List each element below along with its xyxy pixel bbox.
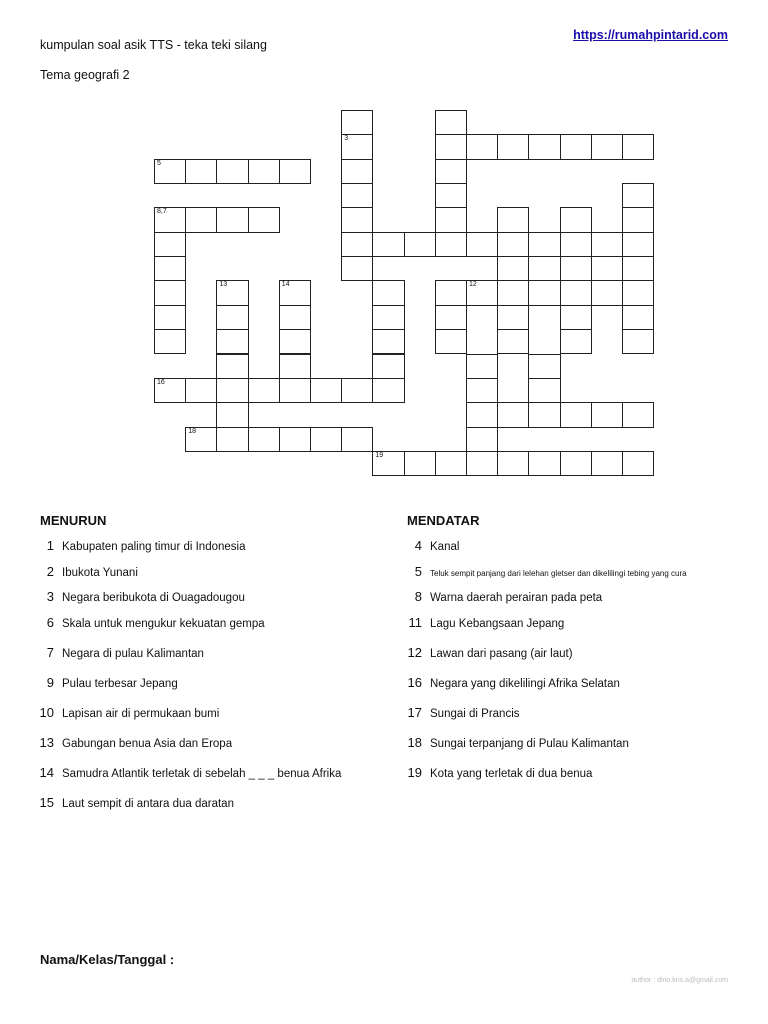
crossword-cell[interactable]	[341, 110, 373, 135]
clue-number: 11	[408, 615, 422, 630]
crossword-cell[interactable]	[497, 451, 529, 476]
cell-number: 18	[188, 427, 196, 435]
crossword-cell[interactable]	[248, 378, 280, 403]
crossword-cell[interactable]	[341, 134, 373, 159]
clue-number: 3	[46, 589, 54, 604]
clue-text: Sungai terpanjang di Pulau Kalimantan	[430, 738, 629, 750]
crossword-cell[interactable]	[622, 402, 654, 427]
crossword-cell[interactable]	[404, 232, 436, 257]
crossword-cell[interactable]	[591, 134, 623, 159]
crossword-cell[interactable]	[435, 280, 467, 305]
crossword-cell[interactable]	[497, 280, 529, 305]
crossword-cell[interactable]	[435, 451, 467, 476]
crossword-cell[interactable]	[216, 354, 248, 379]
crossword-cell[interactable]	[372, 378, 404, 403]
clue-text: Negara beribukota di Ouagadougou	[62, 592, 245, 604]
clue-text: Kota yang terletak di dua benua	[430, 768, 593, 780]
crossword-cell[interactable]	[248, 159, 280, 184]
crossword-cell[interactable]	[372, 280, 404, 305]
clue-number: 5	[414, 564, 422, 579]
page-title: kumpulan soal asik TTS - teka teki silang	[40, 38, 267, 52]
crossword-cell[interactable]	[154, 280, 186, 305]
crossword-cell[interactable]	[372, 329, 404, 354]
crossword-cell[interactable]	[185, 207, 217, 232]
crossword-cell[interactable]	[154, 207, 186, 232]
crossword-cell[interactable]	[622, 451, 654, 476]
clue-number: 17	[407, 705, 422, 720]
crossword-cell[interactable]	[528, 280, 560, 305]
crossword-cell[interactable]	[279, 378, 311, 403]
crossword-cell[interactable]	[435, 207, 467, 232]
clue-number: 15	[39, 795, 54, 810]
cell-number: 16	[157, 378, 165, 386]
crossword-cell[interactable]	[341, 159, 373, 184]
mendatar-clue-11	[400, 615, 564, 630]
crossword-cell[interactable]	[591, 402, 623, 427]
crossword-cell[interactable]	[279, 354, 311, 379]
crossword-cell[interactable]	[216, 159, 248, 184]
crossword-cell[interactable]	[591, 451, 623, 476]
cell-number: 5	[157, 159, 161, 167]
crossword-cell[interactable]	[435, 305, 467, 330]
crossword-cell[interactable]	[528, 451, 560, 476]
crossword-cell[interactable]	[435, 134, 467, 159]
crossword-cell[interactable]	[560, 232, 592, 257]
crossword-cell[interactable]	[622, 329, 654, 354]
clue-text: Negara yang dikelilingi Afrika Selatan	[430, 678, 620, 690]
cell-number: 13	[219, 281, 228, 289]
crossword-cell[interactable]	[435, 329, 467, 354]
menurun-clue-7	[32, 645, 204, 660]
crossword-cell[interactable]	[528, 232, 560, 257]
crossword-cell[interactable]	[279, 159, 311, 184]
crossword-cell[interactable]	[185, 159, 217, 184]
clue-text: Kabupaten paling timur di Indonesia	[62, 541, 246, 553]
clue-number: 16	[407, 675, 422, 690]
clue-text: Lagu Kebangsaan Jepang	[430, 618, 565, 630]
mendatar-clue-4	[400, 538, 459, 553]
clue-text: Lapisan air di permukaan bumi	[62, 708, 220, 720]
crossword-cell[interactable]	[622, 134, 654, 159]
clue-text: Teluk sempit panjang dari lelehan gletser dan dikelilingi tebing yang cura	[430, 569, 687, 578]
clue-number: 14	[39, 765, 54, 780]
clue-text: Warna daerah perairan pada peta	[430, 592, 603, 604]
crossword-cell[interactable]	[154, 159, 186, 184]
clue-number: 10	[39, 705, 54, 720]
crossword-cell[interactable]	[279, 305, 311, 330]
crossword-cell[interactable]	[216, 207, 248, 232]
clue-number: 7	[46, 645, 54, 660]
crossword-cell[interactable]	[216, 427, 248, 452]
crossword-cell[interactable]	[341, 183, 373, 208]
menurun-clue-1	[32, 538, 246, 553]
crossword-cell[interactable]	[279, 427, 311, 452]
crossword-cell[interactable]	[154, 256, 186, 281]
crossword-cell[interactable]	[560, 305, 592, 330]
crossword-cell[interactable]	[216, 280, 248, 305]
crossword-cell[interactable]	[466, 354, 498, 379]
mendatar-clue-18	[400, 735, 629, 750]
crossword-cell[interactable]	[435, 159, 467, 184]
crossword-cell[interactable]	[216, 378, 248, 403]
clue-text: Sungai di Prancis	[430, 708, 520, 720]
crossword-cell[interactable]	[622, 183, 654, 208]
crossword-cell[interactable]	[248, 207, 280, 232]
cell-number: 14	[281, 281, 290, 289]
crossword-cell[interactable]	[466, 427, 498, 452]
crossword-cell[interactable]	[622, 207, 654, 232]
menurun-clue-10	[32, 705, 219, 720]
clue-text: Lawan dari pasang (air laut)	[430, 648, 573, 660]
crossword-cell[interactable]	[279, 329, 311, 354]
crossword-cell[interactable]	[435, 232, 467, 257]
menurun-heading: MENURUN	[40, 513, 107, 528]
crossword-grid	[0, 0, 768, 480]
crossword-cell[interactable]	[341, 207, 373, 232]
mendatar-clue-5	[400, 564, 687, 579]
crossword-cell[interactable]	[279, 280, 311, 305]
mendatar-clue-8	[400, 589, 602, 604]
crossword-cell[interactable]	[497, 207, 529, 232]
crossword-cell[interactable]	[341, 232, 373, 257]
menurun-clue-14	[32, 765, 341, 780]
crossword-cell[interactable]	[497, 256, 529, 281]
crossword-cell[interactable]	[528, 378, 560, 403]
crossword-cell[interactable]	[466, 280, 498, 305]
crossword-cell[interactable]	[341, 378, 373, 403]
crossword-cell[interactable]	[622, 280, 654, 305]
crossword-cell[interactable]	[560, 256, 592, 281]
clue-number: 13	[39, 735, 54, 750]
crossword-cell[interactable]	[528, 134, 560, 159]
crossword-cell[interactable]	[466, 378, 498, 403]
clue-text: Gabungan benua Asia dan Eropa	[62, 738, 233, 750]
crossword-cell[interactable]	[435, 110, 467, 135]
crossword-cell[interactable]	[372, 354, 404, 379]
cell-number: 12	[469, 281, 477, 289]
crossword-cell[interactable]	[497, 305, 529, 330]
crossword-cell[interactable]	[560, 207, 592, 232]
crossword-cell[interactable]	[154, 329, 186, 354]
menurun-clue-13	[32, 735, 232, 750]
clue-number: 19	[407, 765, 422, 780]
author-credit: author : dino.kris.a@gmail.com	[631, 977, 728, 984]
crossword-cell[interactable]	[622, 305, 654, 330]
menurun-clue-9	[32, 675, 178, 690]
crossword-cell[interactable]	[341, 256, 373, 281]
clue-text: Ibukota Yunani	[62, 567, 138, 579]
crossword-cell[interactable]	[216, 329, 248, 354]
crossword-cell[interactable]	[466, 232, 498, 257]
clue-number: 9	[46, 675, 54, 690]
clue-text: Kanal	[430, 541, 460, 553]
clue-text: Pulau terbesar Jepang	[62, 678, 178, 690]
clue-text: Skala untuk mengukur kekuatan gempa	[62, 618, 265, 630]
clue-text: Laut sempit di antara dua daratan	[62, 798, 234, 810]
crossword-cell[interactable]	[154, 232, 186, 257]
crossword-cell[interactable]	[404, 451, 436, 476]
crossword-cell[interactable]	[466, 451, 498, 476]
cell-number: 8,7	[157, 208, 167, 216]
website-link[interactable]: https://rumahpintarid.com	[573, 28, 728, 42]
crossword-cell[interactable]	[185, 378, 217, 403]
crossword-cell[interactable]	[528, 402, 560, 427]
clue-number: 18	[407, 735, 422, 750]
mendatar-clue-17	[400, 705, 520, 720]
crossword-cell[interactable]	[466, 402, 498, 427]
crossword-cell[interactable]	[372, 451, 404, 476]
crossword-cell[interactable]	[466, 134, 498, 159]
crossword-cell[interactable]	[497, 402, 529, 427]
mendatar-heading: MENDATAR	[407, 513, 480, 528]
clue-number: 6	[46, 615, 54, 630]
crossword-cell[interactable]	[497, 329, 529, 354]
crossword-cell[interactable]	[154, 305, 186, 330]
menurun-clue-2	[32, 564, 138, 579]
crossword-cell[interactable]	[372, 232, 404, 257]
crossword-cell[interactable]	[154, 378, 186, 403]
clue-text: Negara di pulau Kalimantan	[62, 648, 204, 660]
mendatar-clue-16	[400, 675, 620, 690]
menurun-clue-3	[32, 589, 245, 604]
crossword-cell[interactable]	[528, 354, 560, 379]
clue-number: 8	[414, 589, 422, 604]
crossword-cell[interactable]	[185, 427, 217, 452]
cell-number: 3	[344, 135, 349, 143]
crossword-cell[interactable]	[591, 280, 623, 305]
theme-subtitle: Tema geografi 2	[40, 68, 130, 82]
crossword-cell[interactable]	[622, 256, 654, 281]
crossword-cell[interactable]	[310, 378, 342, 403]
clue-number: 12	[407, 645, 422, 660]
crossword-cell[interactable]	[310, 427, 342, 452]
crossword-cell[interactable]	[216, 305, 248, 330]
crossword-cell[interactable]	[248, 427, 280, 452]
clue-number: 1	[46, 538, 54, 553]
clue-number: 4	[414, 538, 422, 553]
crossword-cell[interactable]	[435, 183, 467, 208]
crossword-cell[interactable]	[591, 232, 623, 257]
crossword-cell[interactable]	[560, 134, 592, 159]
crossword-cell[interactable]	[560, 280, 592, 305]
clue-text: Samudra Atlantik terletak di sebelah _ _ _ benua Afrika	[62, 768, 342, 780]
crossword-cell[interactable]	[560, 451, 592, 476]
crossword-cell[interactable]	[560, 329, 592, 354]
mendatar-clue-12	[400, 645, 573, 660]
menurun-clue-15	[32, 795, 234, 810]
crossword-cell[interactable]	[497, 232, 529, 257]
mendatar-clue-19	[400, 765, 592, 780]
clue-number: 2	[46, 564, 54, 579]
crossword-cell[interactable]	[497, 134, 529, 159]
crossword-cell[interactable]	[622, 232, 654, 257]
crossword-cell[interactable]	[560, 402, 592, 427]
menurun-clue-6	[32, 615, 265, 630]
cell-number: 19	[375, 451, 384, 459]
crossword-cell[interactable]	[341, 427, 373, 452]
crossword-cell[interactable]	[216, 402, 248, 427]
crossword-cell[interactable]	[372, 305, 404, 330]
name-class-date-label: Nama/Kelas/Tanggal :	[40, 952, 175, 967]
